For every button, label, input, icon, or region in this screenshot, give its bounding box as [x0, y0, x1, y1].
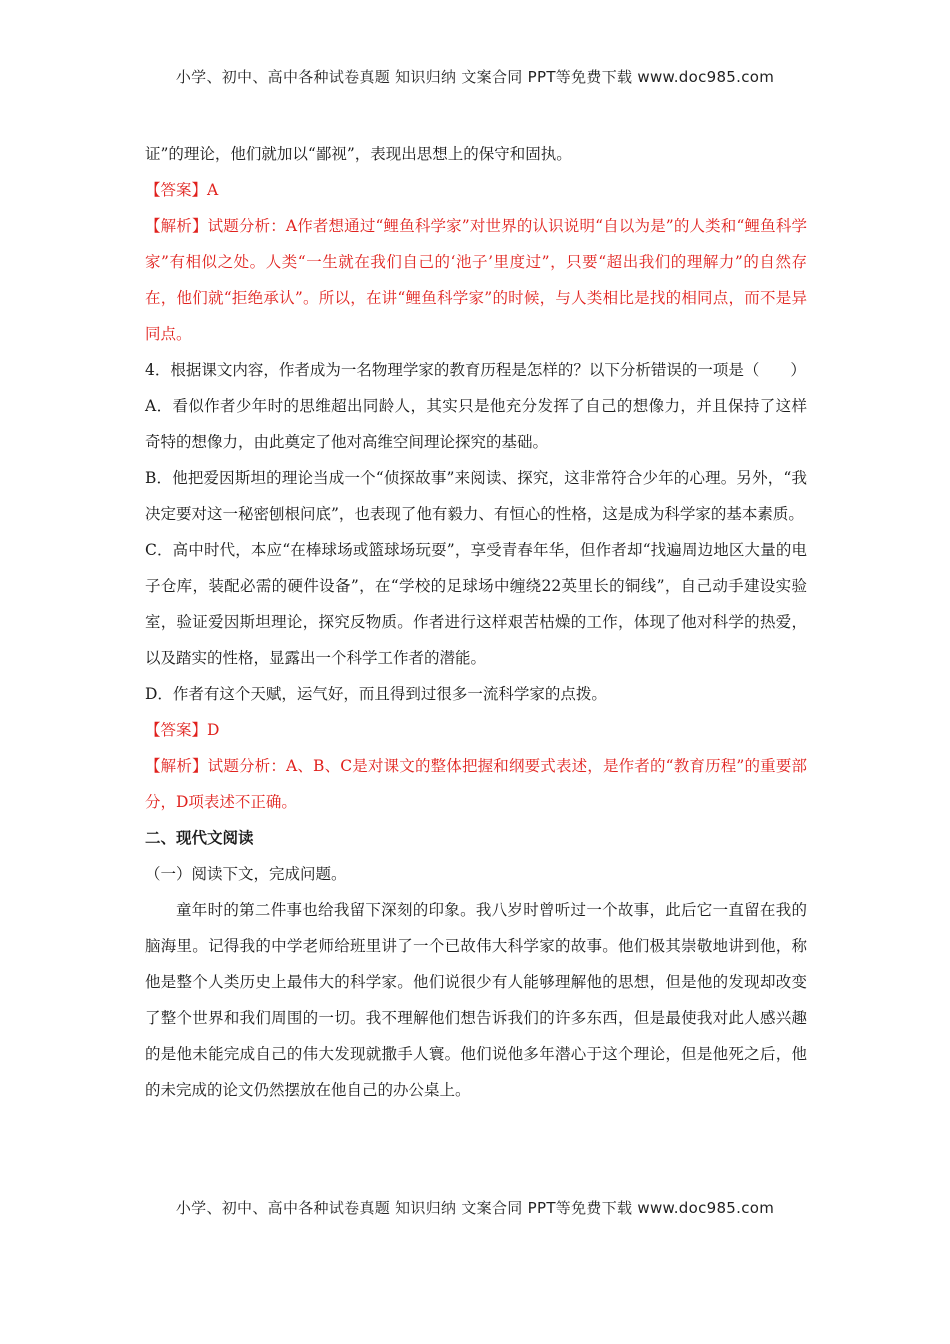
q4-answer: 【答案】D [145, 721, 220, 739]
q4-option-d: D．作者有这个天赋，运气好，而且得到过很多一流科学家的点拨。 [145, 685, 607, 703]
section-heading: 二、现代文阅读 [145, 829, 254, 847]
page-header: 小学、初中、高中各种试卷真题 知识归纳 文案合同 PPT等免费下载 www.doc985.com [175, 68, 775, 86]
reading-passage: 童年时的第二件事也给我留下深刻的印象。我八岁时曾听过一个故事，此后它一直留在我的脑海里。记得我的中学老师给班里讲了一个已故伟大科学家的故事。他们极其崇敬地讲到他，称他是整个人类历史上最伟大的科学家。他们说很少有人能够理解他的思想，但是他的发现却改变了整个世界和我们周围的一切。我不理解他们想告诉我们的许多东西，但是最使我对此人感兴趣的是他未能完成自己的伟大发现就撒手人寰。他们说他多年潜心于这个理论，但是他死之后，他的未完成的论文仍然摆放在他自己的办公桌上。 [145, 901, 807, 1099]
q4-analysis: 【解析】试题分析：A、B、C是对课文的整体把握和纲要式表述，是作者的“教育历程”的重要部分，D项表述不正确。 [145, 757, 807, 811]
q4-question: 4．根据课文内容，作者成为一名物理学家的教育历程是怎样的？以下分析错误的一项是（ ） [145, 361, 806, 379]
page-footer: 小学、初中、高中各种试卷真题 知识归纳 文案合同 PPT等免费下载 www.doc985.com [175, 1199, 775, 1217]
q4-option-a: A．看似作者少年时的思维超出同龄人，其实只是他充分发挥了自己的想像力，并且保持了这样奇特的想像力，由此奠定了他对高维空间理论探究的基础。 [145, 397, 807, 451]
q4-option-b: B．他把爱因斯坦的理论当成一个“侦探故事”来阅读、探究，这非常符合少年的心理。另外，“我决定要对这一秘密刨根问底”，也表现了他有毅力、有恒心的性格，这是成为科学家的基本素质。 [145, 469, 807, 523]
continuation-text: 证”的理论，他们就加以“鄙视”，表现出思想上的保守和固执。 [145, 145, 572, 163]
q3-answer: 【答案】A [145, 181, 219, 199]
document-body [145, 136, 807, 1108]
q3-analysis: 【解析】试题分析：A作者想通过“鲤鱼科学家”对世界的认识说明“自以为是”的人类和“鲤鱼科学家”有相似之处。人类“一生就在我们自己的‘池子’里度过”，只要“超出我们的理解力”的自然存在，他们就“拒绝承认”。所以，在讲“鲤鱼科学家”的时候，与人类相比是找的相同点，而不是异同点。 [145, 217, 807, 343]
subsection-heading: （一）阅读下文，完成问题。 [145, 865, 347, 883]
q4-option-c: C．高中时代，本应“在棒球场或篮球场玩耍”，享受青春年华，但作者却“找遍周边地区大量的电子仓库，装配必需的硬件设备”，在“学校的足球场中缠绕22英里长的铜线”，自己动手建设实验室，验证爱因斯坦理论，探究反物质。作者进行这样艰苦枯燥的工作，体现了他对科学的热爱，以及踏实的性格，显露出一个科学工作者的潜能。 [145, 541, 807, 667]
